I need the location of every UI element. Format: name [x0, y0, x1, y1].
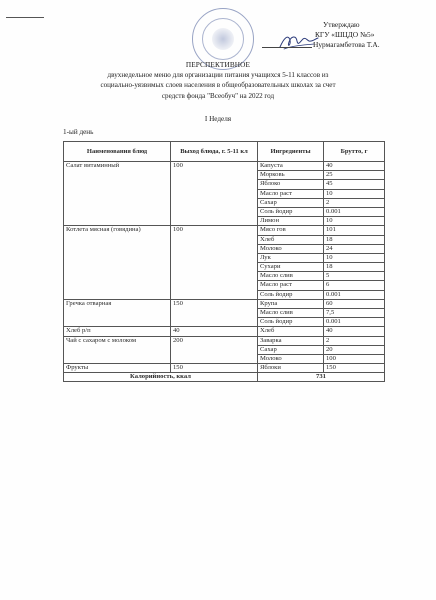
gross-weight-cell: 0.001 — [324, 290, 385, 299]
gross-weight-cell: 40 — [324, 327, 385, 336]
gross-weight-cell: 25 — [324, 171, 385, 180]
ingredient-cell: Капуста — [258, 162, 324, 171]
ingredient-cell: Лимон — [258, 217, 324, 226]
ingredient-cell: Хлеб — [258, 235, 324, 244]
ingredient-cell: Яблоко — [258, 180, 324, 189]
calorie-total-row — [64, 373, 385, 382]
dish-name-cell: Хлеб р/п — [64, 327, 171, 336]
table-row — [64, 327, 385, 336]
gross-weight-cell: 24 — [324, 244, 385, 253]
document-heading: ПЕРСПЕКТИВНОЕ — [185, 60, 251, 69]
gross-weight-cell: 150 — [324, 364, 385, 373]
gross-weight-cell: 45 — [324, 180, 385, 189]
ingredient-cell: Сахар — [258, 198, 324, 207]
gross-weight-cell: 101 — [324, 226, 385, 235]
title-line-1: двухнедельное меню для организации питания учащихся 5-11 классов из — [107, 71, 329, 80]
ingredient-cell: Яблоки — [258, 364, 324, 373]
ingredient-cell: Масло слив — [258, 309, 324, 318]
approval-organization: КГУ «ШЦДО №5» — [315, 30, 375, 39]
dish-name-cell: Фрукты — [64, 364, 171, 373]
ingredient-cell: Соль йодир — [258, 318, 324, 327]
approval-label: Утверждаю — [323, 20, 360, 29]
ingredient-cell: Заварка — [258, 336, 324, 345]
header-dish-name: Наименования блюд — [64, 142, 171, 162]
corner-mark — [6, 17, 44, 18]
dish-name-cell: Чай с сахаром с молоком — [64, 336, 171, 364]
gross-weight-cell: 2 — [324, 198, 385, 207]
gross-weight-cell: 10 — [324, 217, 385, 226]
dish-name-cell: Салат витаминный — [64, 162, 171, 226]
gross-weight-cell: 0.001 — [324, 207, 385, 216]
signature-line — [262, 47, 312, 48]
calorie-total-label: Калорийность, ккал — [64, 373, 258, 382]
ingredient-cell: Лук — [258, 253, 324, 262]
seal-emblem — [212, 28, 234, 50]
gross-weight-cell: 10 — [324, 253, 385, 262]
gross-weight-cell: 2 — [324, 336, 385, 345]
calorie-total-value: 731 — [258, 373, 385, 382]
day-label: 1-ый день — [63, 128, 94, 136]
table-header-row — [64, 142, 385, 162]
ingredient-cell: Хлеб — [258, 327, 324, 336]
table-row — [64, 299, 385, 308]
ingredient-cell: Молоко — [258, 354, 324, 363]
ingredient-cell: Мясо гов — [258, 226, 324, 235]
gross-weight-cell: 18 — [324, 263, 385, 272]
menu-table-body — [64, 162, 385, 373]
dish-yield-cell: 100 — [171, 162, 258, 226]
ingredient-cell: Сахар — [258, 345, 324, 354]
ingredient-cell: Сухари — [258, 263, 324, 272]
table-row — [64, 226, 385, 235]
header-ingredients: Ингредиенты — [258, 142, 324, 162]
ingredient-cell: Масло слив — [258, 272, 324, 281]
table-row — [64, 364, 385, 373]
table-row — [64, 336, 385, 345]
document-title-block — [60, 60, 376, 101]
approval-block — [315, 20, 380, 50]
gross-weight-cell: 100 — [324, 354, 385, 363]
table-row — [64, 162, 385, 171]
ingredient-cell: Молоко — [258, 244, 324, 253]
header-yield: Выход блюда, г. 5-11 кл — [171, 142, 258, 162]
ingredient-cell: Соль йодир — [258, 290, 324, 299]
dish-yield-cell: 40 — [171, 327, 258, 336]
header-gross: Брутто, г — [324, 142, 385, 162]
dish-yield-cell: 200 — [171, 336, 258, 364]
approval-signatory: Нурмагамбетова Т.А. — [313, 40, 380, 49]
ingredient-cell: Морковь — [258, 171, 324, 180]
ingredient-cell: Соль йодир — [258, 207, 324, 216]
gross-weight-cell: 40 — [324, 162, 385, 171]
gross-weight-cell: 18 — [324, 235, 385, 244]
gross-weight-cell: 20 — [324, 345, 385, 354]
dish-name-cell: Гречка отварная — [64, 299, 171, 327]
menu-table — [63, 141, 385, 382]
ingredient-cell: Масло раст — [258, 189, 324, 198]
dish-yield-cell: 150 — [171, 299, 258, 327]
dish-yield-cell: 100 — [171, 226, 258, 300]
gross-weight-cell: 10 — [324, 189, 385, 198]
dish-yield-cell: 150 — [171, 364, 258, 373]
gross-weight-cell: 5 — [324, 272, 385, 281]
dish-name-cell: Котлета мясная (говядина) — [64, 226, 171, 300]
gross-weight-cell: 0.001 — [324, 318, 385, 327]
title-line-2: социально-уязвимых слоев населения в общеобразовательных школах за счет — [100, 81, 336, 90]
gross-weight-cell: 60 — [324, 299, 385, 308]
ingredient-cell: Крупа — [258, 299, 324, 308]
week-label: I Неделя — [204, 115, 232, 123]
title-line-3: средств фонда "Всеобуч" на 2022 год — [161, 91, 275, 100]
ingredient-cell: Масло раст — [258, 281, 324, 290]
gross-weight-cell: 6 — [324, 281, 385, 290]
gross-weight-cell: 7,5 — [324, 309, 385, 318]
